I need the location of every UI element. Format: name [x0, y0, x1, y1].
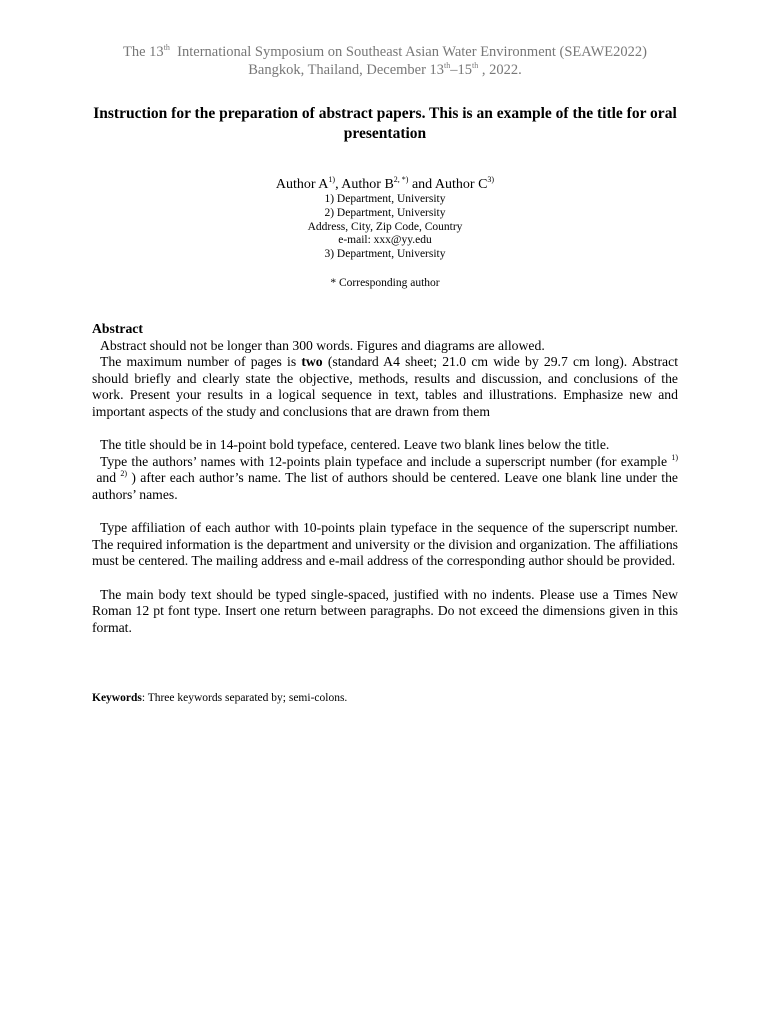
abstract-paragraph: The title should be in 14-point bold typeface, centered. Leave two blank lines below the title. — [100, 437, 610, 453]
abstract-paragraph: The main body text should be typed single-spaced, justified with no indents. Please use a Times New Roman 12 pt font type. Insert one return between paragraphs. Do not exceed the dimensions given in this format. — [92, 586, 678, 635]
abstract-heading: Abstract — [92, 321, 143, 336]
abstract-paragraph: Abstract should not be longer than 300 words. Figures and diagrams are allowed. — [100, 337, 545, 353]
conference-line-1: The 13th International Symposium on Southeast Asian Water Environment (SEAWE2022) — [123, 43, 647, 60]
affiliation-line: 3) Department, University — [324, 248, 446, 261]
keywords-label: Keywords — [92, 692, 142, 704]
affiliation-line: e-mail: xxx@yy.edu — [338, 234, 432, 247]
author-list: Author $A^{1)}$, Author $B^{2, *)}$ and Author $C^{3)}$ — [275, 175, 495, 192]
corresponding-author-note: * Corresponding author — [330, 277, 440, 289]
abstract-paragraph: The maximum number of pages is two (standard A4 sheet; 21.0 cm wide by 29.7 cm long). Abstract should briefly and clearly state the objective, methods, results and discussion, and conclusions of the work. Present your results in a logical sequence in text, tables and illustrations. Emphasize new and important aspects of the study and conclusions that are drawn from them — [92, 354, 678, 419]
abstract-section — [92, 321, 678, 636]
conference-line-2: Bangkok, Thailand, December 13th–15th , 2022. — [248, 61, 522, 78]
conference-header — [0, 43, 770, 79]
affiliation-line: 1) Department, University — [324, 193, 446, 205]
affiliation-line: Address, City, Zip Code, Country — [307, 220, 463, 233]
affiliation-line: 2) Department, University — [324, 206, 446, 219]
keywords-line — [92, 691, 678, 705]
keywords-text: : Three keywords separated by; semi-colons. — [141, 692, 348, 704]
affiliations — [0, 193, 770, 262]
abstract-paragraph: Type the authors’ names with 12-points plain typeface and include a superscript number (for example $^{1)}$ and $^{2)}$ ) after each author’s name. The list of authors should be centered. Leave one blank line under the authors’ names. — [92, 452, 678, 502]
abstract-paragraph: Type affiliation of each author with 10-points plain typeface in the sequence of the superscript number. The required information is the department and university or the division and organization. The affiliations must be centered. The mailing address and e-mail address of the corresponding author should be provided. — [92, 520, 678, 569]
paper-title: Instruction for the preparation of abstract papers. This is an example of the title for oral presentation — [93, 105, 677, 142]
